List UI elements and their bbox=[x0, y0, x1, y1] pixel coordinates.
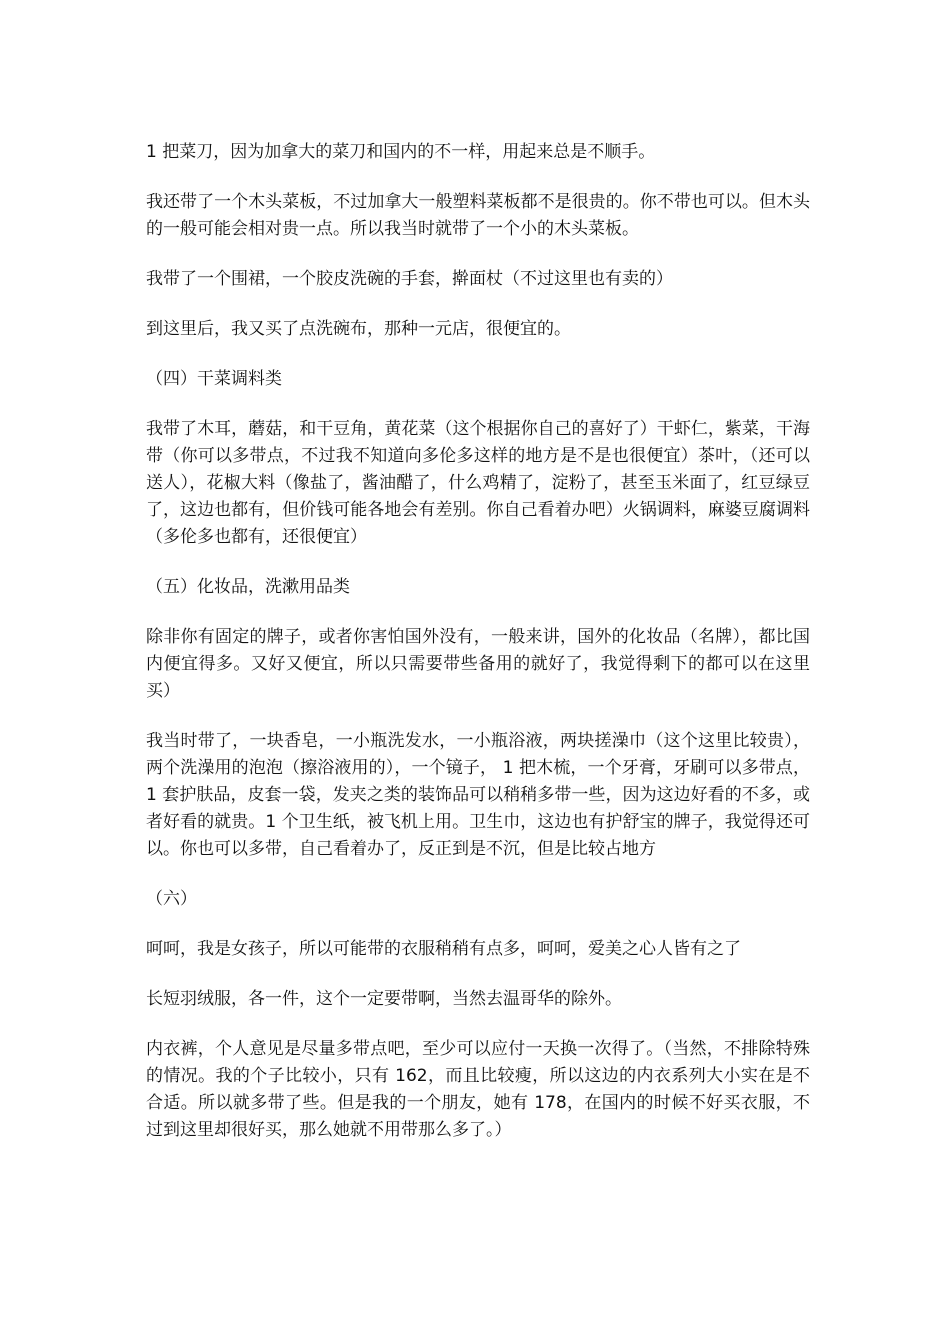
paragraph-down-jacket: 长短羽绒服，各一件，这个一定要带啊，当然去温哥华的除外。 bbox=[146, 989, 622, 1009]
paragraph-cosmetics-advice: 除非你有固定的牌子，或者你害怕国外没有，一般来讲，国外的化妆品（名牌），都比国内便宜得多。又好又便宜，所以只需要带些备用的就好了，我觉得剩下的都可以在这里买） bbox=[146, 627, 810, 701]
paragraph-underwear: 内衣裤，个人意见是尽量多带点吧，至少可以应付一天换一次得了。（当然，不排除特殊的情况。我的个子比较小，只有 162，而且比较瘦，所以这边的内衣系列大小实在是不合适。所以就多带了些。但是我的一个朋友，她有 178，在国内的时候不好买衣服，不过到这里却很好买，那么她就不用带那么多了。） bbox=[146, 1039, 810, 1140]
paragraph-kitchen-knife: 1 把菜刀，因为加拿大的菜刀和国内的不一样，用起来总是不顺手。 bbox=[146, 142, 656, 162]
document-body bbox=[146, 139, 810, 1167]
paragraph-dried-food-list: 我带了木耳，蘑菇，和干豆角，黄花菜（这个根据你自己的喜好了）干虾仁，紫菜，干海带（你可以多带点，不过我不知道向多伦多这样的地方是不是也很便宜）茶叶，（还可以送人），花椒大料（像盐了，酱油醋了，什么鸡精了，淀粉了，甚至玉米面了，红豆绿豆了，这边也都有，但价钱可能各地会有差别。你自己看着办吧）火锅调料，麻婆豆腐调料（多伦多也都有，还很便宜） bbox=[146, 419, 810, 547]
section-heading-six: （六） bbox=[146, 889, 197, 909]
paragraph-apron-gloves: 我带了一个围裙，一个胶皮洗碗的手套，擀面杖（不过这里也有卖的） bbox=[146, 269, 673, 289]
paragraph-toiletries-list: 我当时带了，一块香皂，一小瓶洗发水，一小瓶浴液，两块搓澡巾（这个这里比较贵），两个洗澡用的泡泡（擦浴液用的），一个镜子， 1 把木梳，一个牙膏，牙刷可以多带点，1 套护肤品，皮套一袋，发夹之类的装饰品可以稍稍多带一些，因为这边好看的不多，或者好看的就贵。1 个卫生纸，被飞机上用。卫生巾，这边也有护舒宝的牌子，我觉得还可以。你也可以多带，自己看着办了，反正到是不沉，但是比较占地方 bbox=[146, 731, 810, 859]
paragraph-dish-cloth: 到这里后，我又买了点洗碗布，那种一元店，很便宜的。 bbox=[146, 319, 571, 339]
section-heading-dried-food: （四）干菜调料类 bbox=[146, 369, 282, 389]
section-heading-cosmetics: （五）化妆品，洗漱用品类 bbox=[146, 577, 350, 597]
paragraph-clothes-intro: 呵呵，我是女孩子，所以可能带的衣服稍稍有点多，呵呵，爱美之心人皆有之了 bbox=[146, 939, 741, 959]
paragraph-cutting-board: 我还带了一个木头菜板，不过加拿大一般塑料菜板都不是很贵的。你不带也可以。但木头的一般可能会相对贵一点。所以我当时就带了一个小的木头菜板。 bbox=[146, 192, 810, 239]
